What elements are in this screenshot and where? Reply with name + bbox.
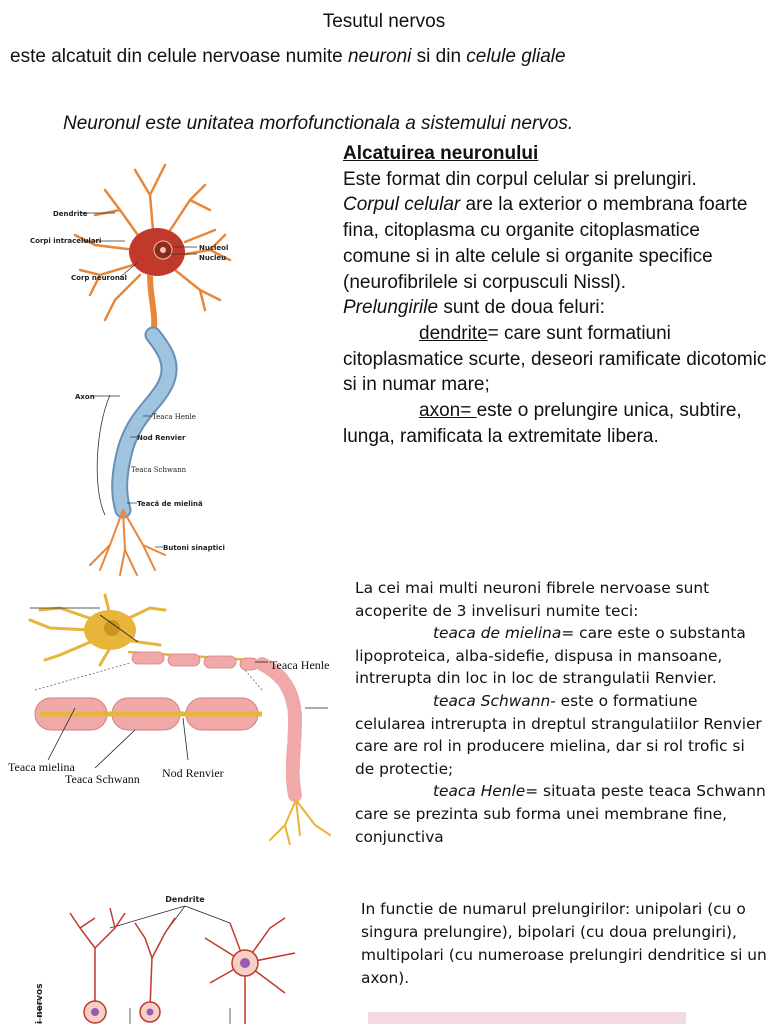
intro-text-b: si din: [411, 46, 467, 67]
label-henle: Teaca Henle: [152, 413, 196, 421]
section1-p2-rest: are la exterior o membrana foarte fina, citoplasma cu organite citoplasmatice comune si in alte celule si organite specifice (neurofibrilele si corpusculi Nissl).: [343, 194, 748, 293]
neuron-types-figure: [0, 888, 350, 1024]
section2-p2-em: teaca de mielina: [433, 624, 562, 643]
intro-em-neuroni: neuroni: [347, 46, 412, 67]
section2-p1: La cei mai multi neuroni fibrele nervoase sunt acoperite de 3 invelisuri numite teci:: [355, 579, 710, 620]
section3-p1: In functie de numarul prelungirilor: unipolari (cu o singura prelungire), bipolari (cu doua prelungiri), multipolari (cu numeroase prelungiri dendritice si un axon).: [361, 900, 767, 987]
label-axon: Axon: [75, 393, 95, 401]
neuron-anatomy-figure: [25, 150, 240, 578]
section1-p4-u: dendrite: [419, 322, 488, 344]
label-dendrite: Dendrite: [53, 210, 88, 218]
label3-dendrite: Dendrite: [165, 895, 205, 904]
section2-p3: [355, 690, 768, 780]
section-tipuri: [361, 898, 768, 990]
micrograph-image: [368, 1012, 686, 1024]
page-title: Tesutul nervos: [322, 11, 446, 32]
section1-p3: [343, 295, 768, 321]
section2-p4-em: teaca Henle: [433, 782, 526, 801]
intro-line: [10, 46, 566, 68]
section1-p5-rest: este o prelungire unica, subtire, lunga, ramificata la extremitate libera.: [343, 400, 742, 447]
label-mielina: Teacă de mielină: [137, 500, 203, 508]
label-corpi: Corpi intracelulari: [30, 237, 102, 245]
label3-side: i nervos: [35, 983, 45, 1024]
label-nucleol: Nucleol: [199, 244, 229, 252]
label-nucleu: Nucleu: [199, 254, 227, 262]
section1-p5: [343, 398, 768, 449]
section2-p3-rest: - este o formatiune celularea intrerupta in dreptul strangulatiilor Renvier care are rol in producere mielina, dar si rol trofic si de protectie;: [355, 691, 762, 778]
label2-renvier: Nod Renvier: [162, 766, 224, 780]
section1-p4: [343, 321, 768, 398]
section1-p3-rest: sunt de doua feluri:: [438, 297, 605, 319]
section2-p4-rest: = situata peste teaca Schwann care se prezinta sub forma unei membrane fine, conjunctiva: [355, 782, 766, 846]
section-alcatuire: [343, 141, 768, 449]
section2-p2-rest: = care este o substanta lipoproteica, alba-sidefie, dispusa in mansoane, intrerupta din loc in loc de strangulatii Renvier.: [355, 624, 746, 688]
label-renvier: Nod Renvier: [137, 434, 186, 442]
section1-p4-rest: = care sunt formatiuni citoplasmatice scurte, deseori ramificate dicotomic si in numar mare;: [343, 322, 767, 396]
section1-p3-em: Prelungirile: [343, 297, 439, 319]
label-schwann: Teaca Schwann: [131, 466, 187, 474]
label2-henle: Teaca Henle: [270, 658, 330, 672]
section2-p3-em: teaca Schwann: [433, 691, 551, 710]
label2-schwann: Teaca Schwann: [65, 772, 140, 786]
section1-p1: Este format din corpul celular si prelungiri.: [343, 168, 697, 190]
intro-text-a: este alcatuit din celule nervoase numite: [10, 46, 348, 67]
section1-heading: Alcatuirea neuronului: [343, 143, 539, 164]
label-butoni: Butoni sinaptici: [163, 544, 225, 552]
section1-p2: [343, 192, 768, 295]
intro-em-gliale: celule gliale: [466, 46, 566, 67]
section2-p2: [355, 622, 768, 690]
label2-mielina: Teaca mielina: [8, 760, 75, 774]
section-teci: [355, 577, 768, 848]
label-corp: Corp neuronal: [71, 274, 127, 282]
definition-line: Neuronul este unitatea morfofunctionala a sistemului nervos.: [63, 113, 574, 134]
section2-p4: [355, 780, 768, 848]
section1-p5-u: axon=: [419, 400, 477, 422]
section1-p2-em: Corpul celular: [343, 194, 461, 216]
nerve-fiber-figure: [0, 590, 345, 845]
